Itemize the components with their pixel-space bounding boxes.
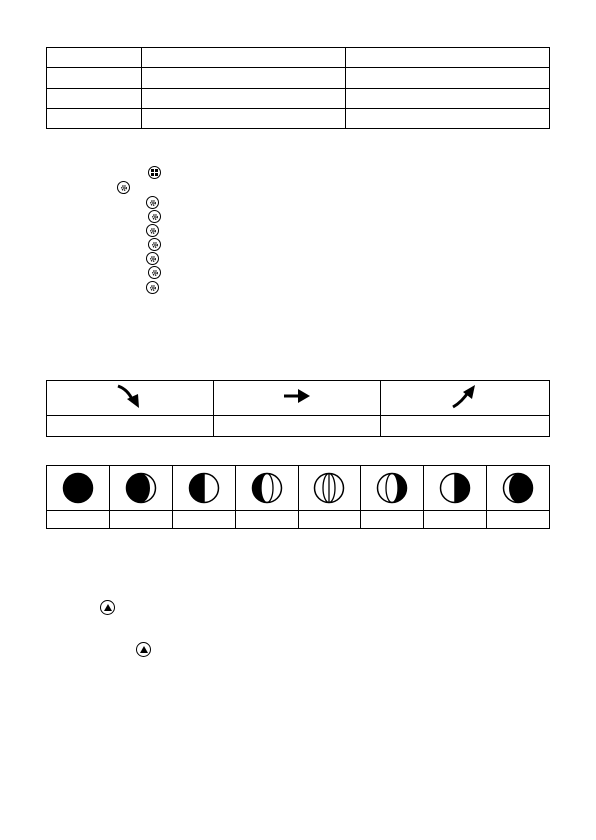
table-cell	[346, 88, 550, 108]
table-row	[47, 68, 550, 88]
table-cell	[346, 68, 550, 88]
waxing-crescent-icon	[125, 472, 157, 504]
top-table	[46, 47, 550, 129]
table-cell	[487, 466, 550, 511]
last-quarter-icon	[439, 472, 471, 504]
table-cell	[47, 68, 142, 88]
gear-icon	[148, 210, 161, 223]
full-moon-icon	[313, 472, 345, 504]
table-cell	[214, 381, 380, 416]
gear-icon	[146, 281, 159, 294]
table-row	[47, 381, 550, 416]
rising-arrow-icon	[448, 382, 482, 410]
gear-icon	[146, 224, 159, 237]
table-cell	[346, 108, 550, 128]
waning-crescent-icon	[502, 472, 534, 504]
table-cell	[141, 108, 346, 128]
table-cell	[109, 511, 172, 529]
moon-phase-table	[46, 465, 550, 529]
table-row	[47, 48, 550, 68]
gear-icon	[146, 196, 159, 209]
gear-icon	[148, 238, 161, 251]
table-cell	[172, 466, 235, 511]
table-cell	[298, 466, 361, 511]
table-cell	[214, 416, 380, 437]
steady-arrow-icon	[280, 386, 314, 406]
table-cell	[141, 48, 346, 68]
triangle-up-icon	[136, 642, 151, 657]
table-cell	[141, 88, 346, 108]
waning-gibbous-icon	[376, 472, 408, 504]
waxing-gibbous-icon	[251, 472, 283, 504]
gear-icon	[148, 266, 161, 279]
table-cell	[47, 48, 142, 68]
table-cell	[47, 108, 142, 128]
gear-icon	[146, 252, 159, 265]
table-cell	[47, 381, 214, 416]
table-cell	[424, 511, 487, 529]
table-cell	[424, 466, 487, 511]
table-cell	[487, 511, 550, 529]
table-row	[47, 466, 550, 511]
table-cell	[380, 416, 549, 437]
table-cell	[47, 88, 142, 108]
table-cell	[47, 511, 110, 529]
table-cell	[235, 466, 298, 511]
table-cell	[47, 416, 214, 437]
trend-table	[46, 380, 550, 437]
table-cell	[47, 466, 110, 511]
table-cell	[109, 466, 172, 511]
table-cell	[361, 511, 424, 529]
table-cell	[380, 381, 549, 416]
table-row	[47, 108, 550, 128]
table-cell	[346, 48, 550, 68]
new-moon-icon	[62, 472, 94, 504]
falling-arrow-icon	[113, 382, 147, 410]
table-row	[47, 416, 550, 437]
grid-icon	[148, 166, 161, 179]
table-cell	[172, 511, 235, 529]
triangle-up-icon	[100, 600, 115, 615]
table-cell	[298, 511, 361, 529]
table-cell	[141, 68, 346, 88]
table-cell	[361, 466, 424, 511]
table-row	[47, 511, 550, 529]
table-row	[47, 88, 550, 108]
first-quarter-icon	[188, 472, 220, 504]
table-cell	[235, 511, 298, 529]
gear-icon	[117, 181, 130, 194]
